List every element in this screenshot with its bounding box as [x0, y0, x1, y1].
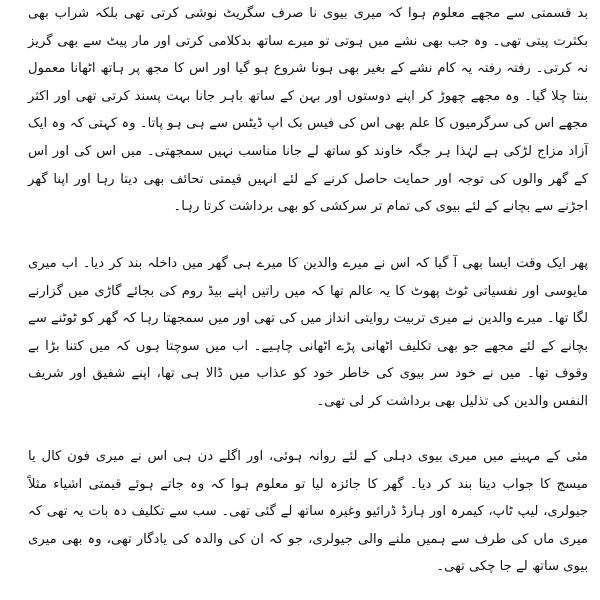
paragraph-2: پھر ایک وقت ایسا بھی آ گیا کہ اس نے میرے والدین کا میرے ہی گھر میں داخلہ بند کر دیا۔ اب میری مایوسی اور نفسیاتی ٹوٹ پھوٹ کا یہ عالم تھا کہ میں راتیں اپنے بیڈ روم کی بجائے گاڑی میں گزارنے لگا تھا۔ میرے والدین نے میری تربیت روایتی انداز میں کی تھی اور میں سمجھتا رہا کہ گھر کو ٹوٹنے سے بچانے کے لئے مجھے جو بھی تکلیف اٹھانی پڑے اٹھانی چاہیے۔ اب میں سوچتا ہوں کہ میں کتنا بڑا بے وقوف تھا۔ میں نے خود سر بیوی کی خاطر خود کو عذاب میں ڈالا ہی تھا، اپنے شفیق اور شریف النفس والدین کی تذلیل بھی برداشت کر لی تھی۔ [28, 256, 588, 409]
paragraph-3: مئی کے مہینے میں میری بیوی دہلی کے لئے روانہ ہوئی، اور اگلے دن ہی اس نے میری فون کال یا میسج کا جواب دینا بند کر دیا۔ گھر کا جائزہ لیا تو معلوم ہوا کہ وہ جاتے ہوئے قیمتی اشیاء مثلاً جیولری، لیپ ٹاپ، کیمرہ اور ہارڈ ڈرائیو وغیرہ ساتھ لے گئی تھی۔ سب سے تکلیف دہ بات یہ تھی کہ میری ماں کی طرف سے ہمیں ملنے والی جیولری، جو کہ ان کی والدہ کی یادگار تھی، وہ بھی میری بیوی ساتھ لے جا چکی تھی۔ [28, 449, 588, 575]
paragraph-1: بد قسمتی سے مجھے معلوم ہوا کہ میری بیوی نا صرف سگریٹ نوشی کرتی تھی بلکہ شراب بھی بکثرت پیتی تھی۔ وہ جب بھی نشے میں ہوتی تو میرے ساتھ بدکلامی کرتی اور مار پیٹ سے بھی گریز نہ کرتی۔ رفتہ رفتہ یہ کام نشے کے بغیر بھی ہونا شروع ہو گیا اور اس کا مجھ پر ہاتھ اٹھانا معمول بنتا چلا گیا۔ وہ مجھے چھوڑ کر اپنے دوستوں اور بہن کے ساتھ باہر جانا بہت پسند کرتی تھی اور اکثر مجھے اس کی سرگرمیوں کا علم بھی اس کی فیس بک اپ ڈیٹس سے ہی ہو پاتا۔ وہ کہتی کہ وہ ایک آزاد مزاج لڑکی ہے لہٰذا ہر جگہ خاوند کو ساتھ لے جانا مناسب نہیں سمجھتی۔ میں اس کی اور اس کے گھر والوں کی توجہ اور حمایت حاصل کرنے کے لئے انہیں قیمتی تحائف بھی دیتا رہا اور اپنا گھر اجڑنے سے بچانے کے لئے بیوی کی تمام تر سرکشی کو بھی برداشت کرتا رہا۔ [28, 6, 588, 215]
